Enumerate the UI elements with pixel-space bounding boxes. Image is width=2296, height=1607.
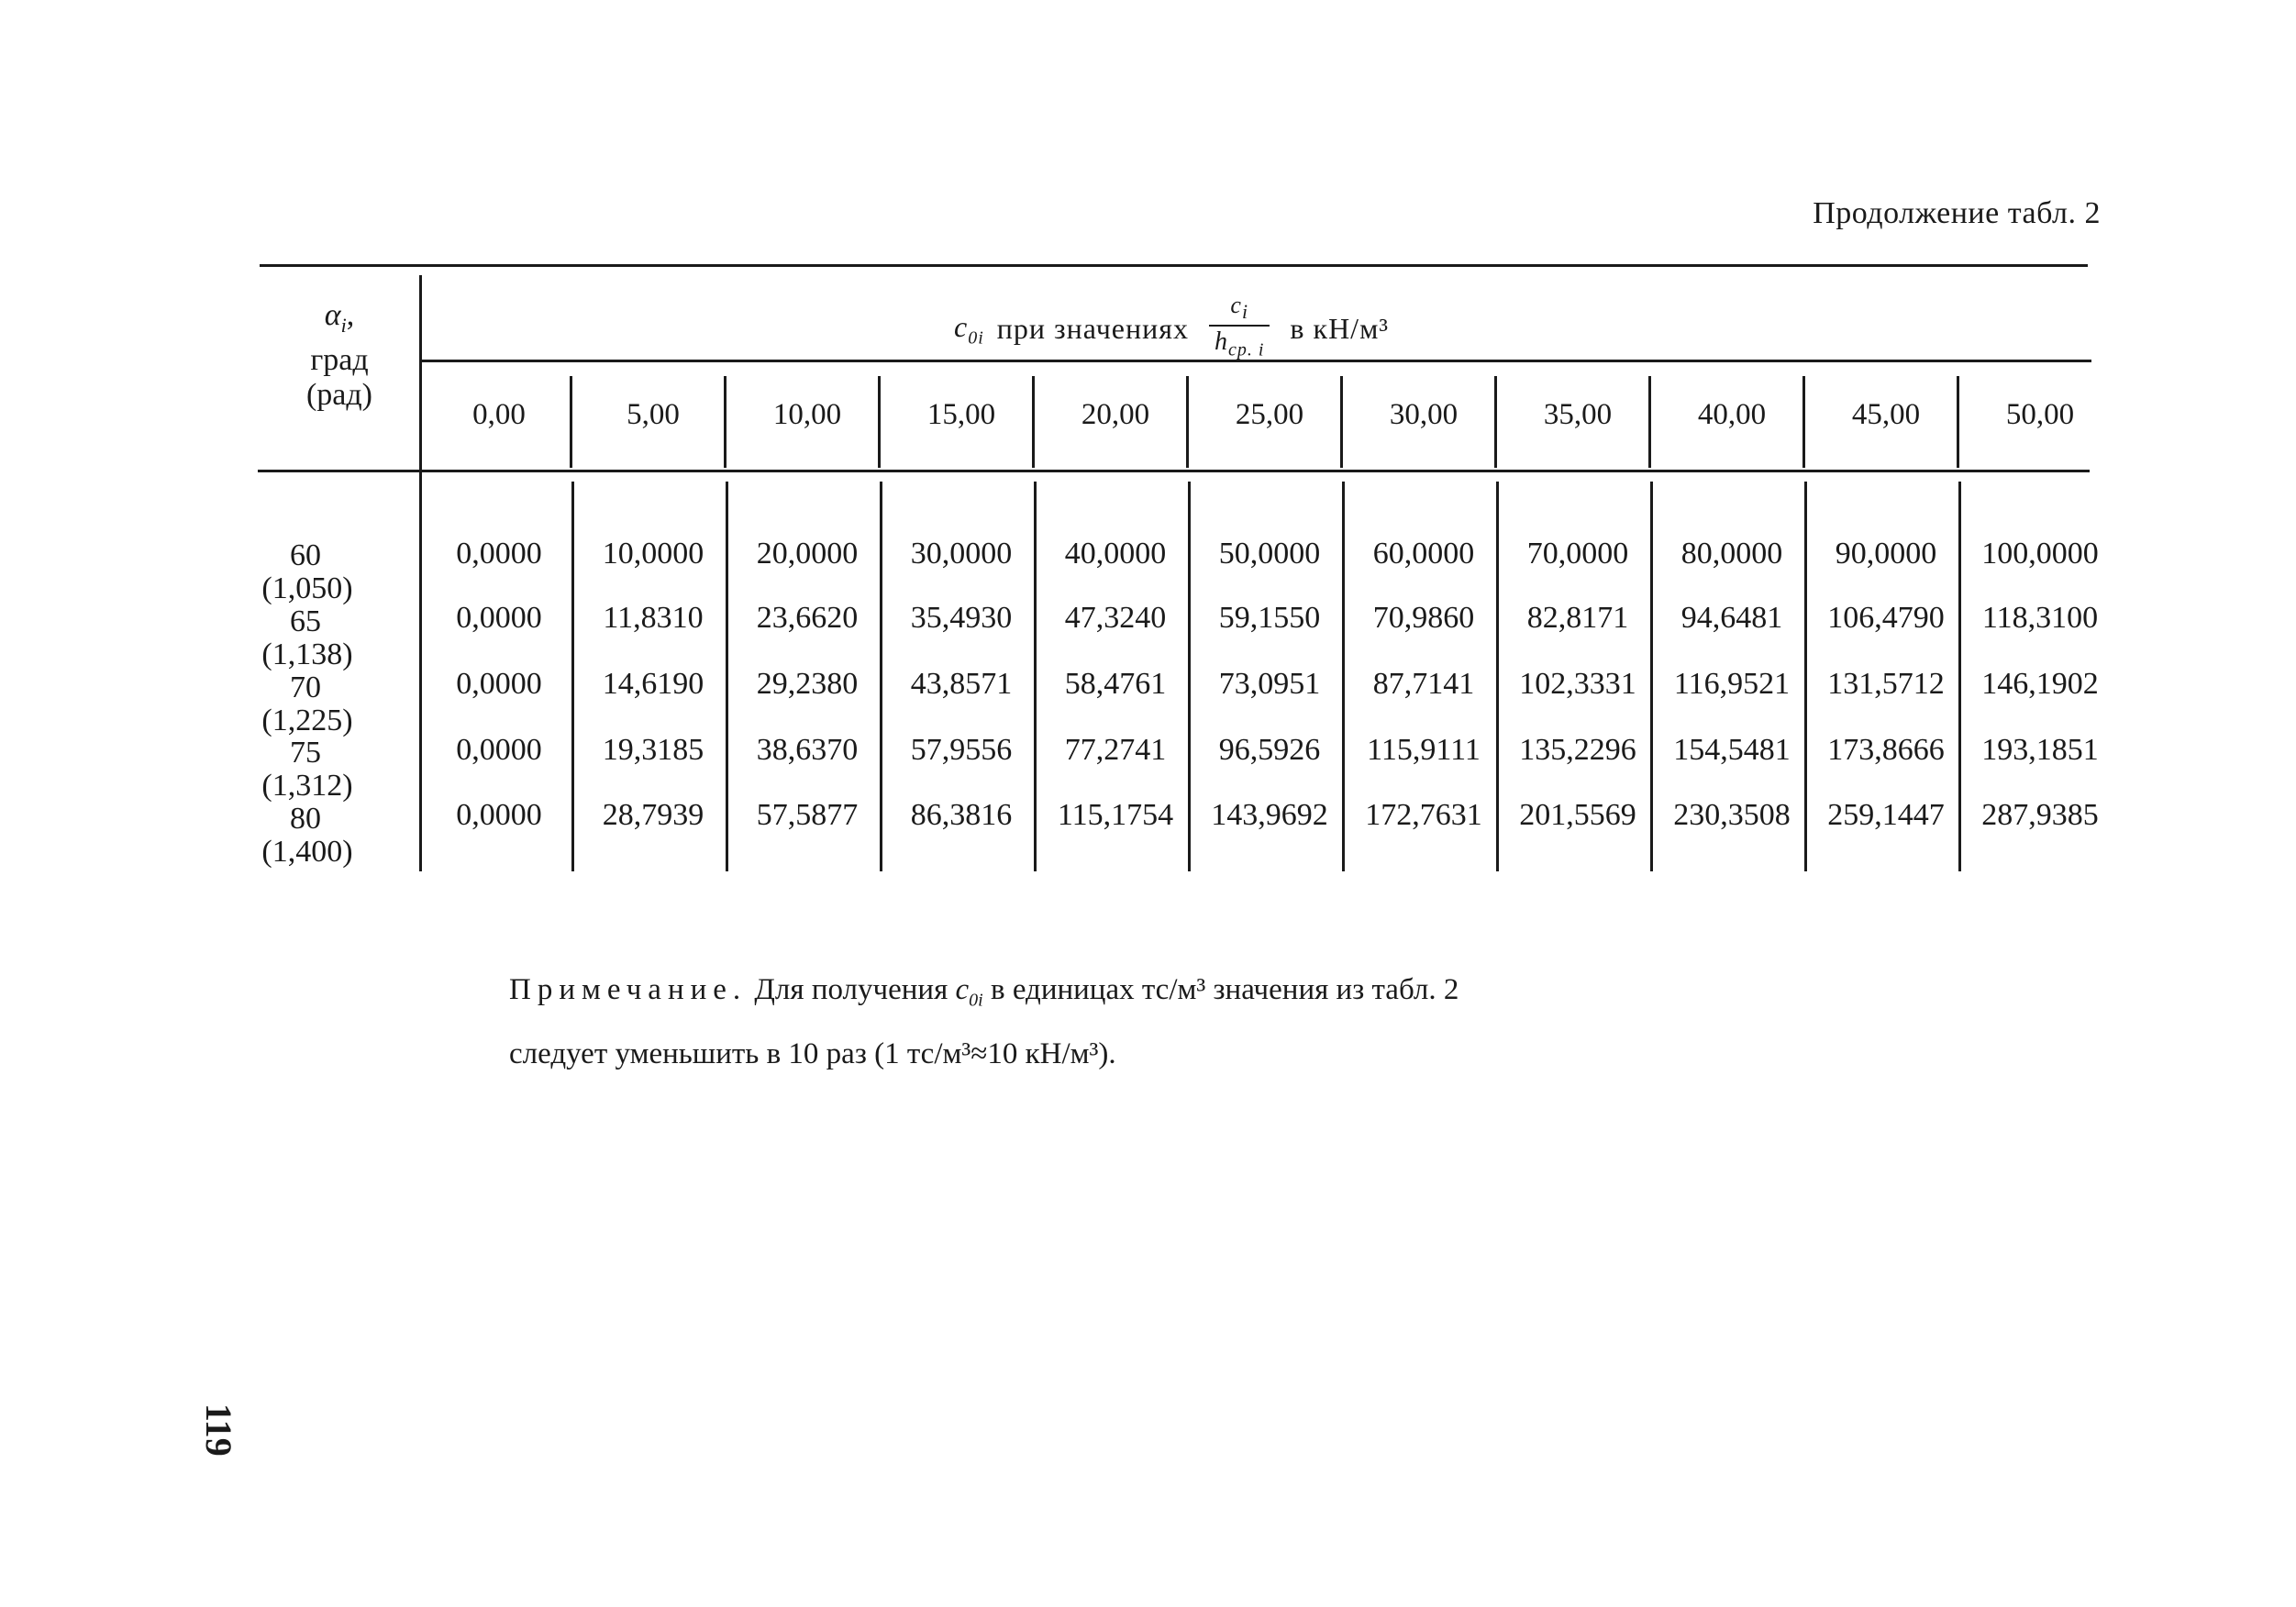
table-cell: 58,4761 [1064, 667, 1167, 701]
table-cell: 0,0000 [456, 601, 542, 635]
table-top-rule [260, 264, 2088, 267]
footnote [509, 963, 1867, 1081]
row-angle-deg: 70 [290, 671, 321, 704]
main-header-symbol: $c_{0i}$ [954, 309, 984, 349]
main-header-fraction: $\frac{c_i}{h_{ср. i}}$ [1209, 293, 1270, 366]
table-cell: 0,0000 [456, 537, 542, 571]
column-header: 30,00 [1389, 398, 1459, 431]
row-angle-rad: (1,050) [261, 571, 353, 605]
table-cell: 28,7939 [602, 798, 704, 832]
table-cell: 82,8171 [1526, 601, 1629, 635]
table-cell: 50,0000 [1218, 537, 1321, 571]
row-angle-deg: 80 [290, 802, 321, 836]
table-cell: 90,0000 [1835, 537, 1937, 571]
table-cell: 57,9556 [910, 733, 1013, 767]
table-cell: 77,2741 [1064, 733, 1167, 767]
table-cell: 131,5712 [1827, 667, 1945, 701]
table-cell: 0,0000 [456, 667, 542, 701]
table-cell: 86,3816 [910, 798, 1013, 832]
column-header: 10,00 [772, 398, 842, 431]
table-cell: 40,0000 [1064, 537, 1167, 571]
row-angle-deg: 65 [290, 604, 321, 638]
main-header [422, 279, 2091, 360]
column-separator [419, 275, 422, 871]
table-cell: 47,3240 [1064, 601, 1167, 635]
main-header-prefix: при значениях [996, 312, 1189, 346]
page-number: 119 [198, 1403, 239, 1457]
table-cell: 94,6481 [1680, 601, 1783, 635]
table-cell: 59,1550 [1218, 601, 1321, 635]
stub-header [260, 298, 419, 413]
table-cell: 173,8666 [1827, 733, 1945, 767]
table-cell: 10,0000 [602, 537, 704, 571]
row-angle-deg: 75 [290, 736, 321, 770]
table-cell: 259,1447 [1827, 798, 1945, 832]
footnote-line-1: Примечание. Для получения $c_{0i}$ в единицах тс/м³ значения из табл. 2 [509, 973, 1459, 1011]
table-cell: 116,9521 [1673, 667, 1791, 701]
table-cell: 106,4790 [1827, 601, 1945, 635]
table-cell: 154,5481 [1673, 733, 1791, 767]
table-cell: 287,9385 [1981, 798, 2099, 832]
table-cell: 193,1851 [1981, 733, 2099, 767]
table-cell: 57,5877 [756, 798, 859, 832]
table-cell: 96,5926 [1218, 733, 1321, 767]
table-cell: 80,0000 [1680, 537, 1783, 571]
table-cell: 201,5569 [1519, 798, 1636, 832]
column-header: 40,00 [1697, 398, 1767, 431]
column-header: 35,00 [1543, 398, 1613, 431]
table-cell: 135,2296 [1519, 733, 1636, 767]
table-cell: 0,0000 [456, 733, 542, 767]
row-angle-rad: (1,138) [261, 637, 353, 671]
table-cell: 43,8571 [910, 667, 1013, 701]
table-cell: 35,4930 [910, 601, 1013, 635]
table-cell: 172,7631 [1365, 798, 1482, 832]
table-cell: 14,6190 [602, 667, 704, 701]
table-cell: 102,3331 [1519, 667, 1636, 701]
main-header-suffix: в кН/м³ [1290, 312, 1389, 346]
table-cell: 115,1754 [1057, 798, 1174, 832]
column-header: 5,00 [627, 398, 680, 431]
table-cell: 60,0000 [1372, 537, 1475, 571]
table-cell: 100,0000 [1981, 537, 2099, 571]
table-cell: 11,8310 [603, 601, 704, 635]
footnote-line-2: следует уменьшить в 10 раз (1 тс/м³≈10 кН/м³). [509, 1036, 1116, 1070]
column-header: 25,00 [1235, 398, 1304, 431]
column-header: 15,00 [926, 398, 996, 431]
table-cell: 230,3508 [1673, 798, 1791, 832]
table-cell: 38,6370 [756, 733, 859, 767]
table-cell: 146,1902 [1981, 667, 2099, 701]
table-cell: 0,0000 [456, 798, 542, 832]
table-caption: Продолжение табл. 2 [1813, 196, 2101, 230]
stub-header-unit-deg: град [310, 342, 369, 377]
row-angle-rad: (1,400) [261, 835, 353, 869]
table-cell: 87,7141 [1372, 667, 1475, 701]
stub-header-unit-rad: (рад) [305, 377, 373, 412]
column-header: 45,00 [1851, 398, 1921, 431]
table-cell: 19,3185 [602, 733, 704, 767]
table-cell: 20,0000 [756, 537, 859, 571]
row-angle-rad: (1,312) [261, 769, 353, 803]
table-cell: 70,0000 [1526, 537, 1629, 571]
table-cell: 73,0951 [1218, 667, 1321, 701]
stub-header-alpha: $\alpha_i$, [324, 298, 355, 337]
footnote-label: Примечание. [509, 973, 748, 1006]
column-header: 50,00 [2005, 398, 2075, 431]
table-cell: 118,3100 [1981, 601, 2099, 635]
column-header: 0,00 [472, 398, 526, 431]
table-cell: 143,9692 [1211, 798, 1328, 832]
table-cell: 115,9111 [1367, 733, 1481, 767]
table-cell: 30,0000 [910, 537, 1013, 571]
column-header: 20,00 [1081, 398, 1150, 431]
row-angle-rad: (1,225) [261, 704, 353, 737]
table-cell: 29,2380 [756, 667, 859, 701]
header-bottom-rule [258, 470, 2090, 472]
table-cell: 70,9860 [1372, 601, 1475, 635]
table-cell: 23,6620 [756, 601, 859, 635]
row-angle-deg: 60 [290, 538, 321, 572]
